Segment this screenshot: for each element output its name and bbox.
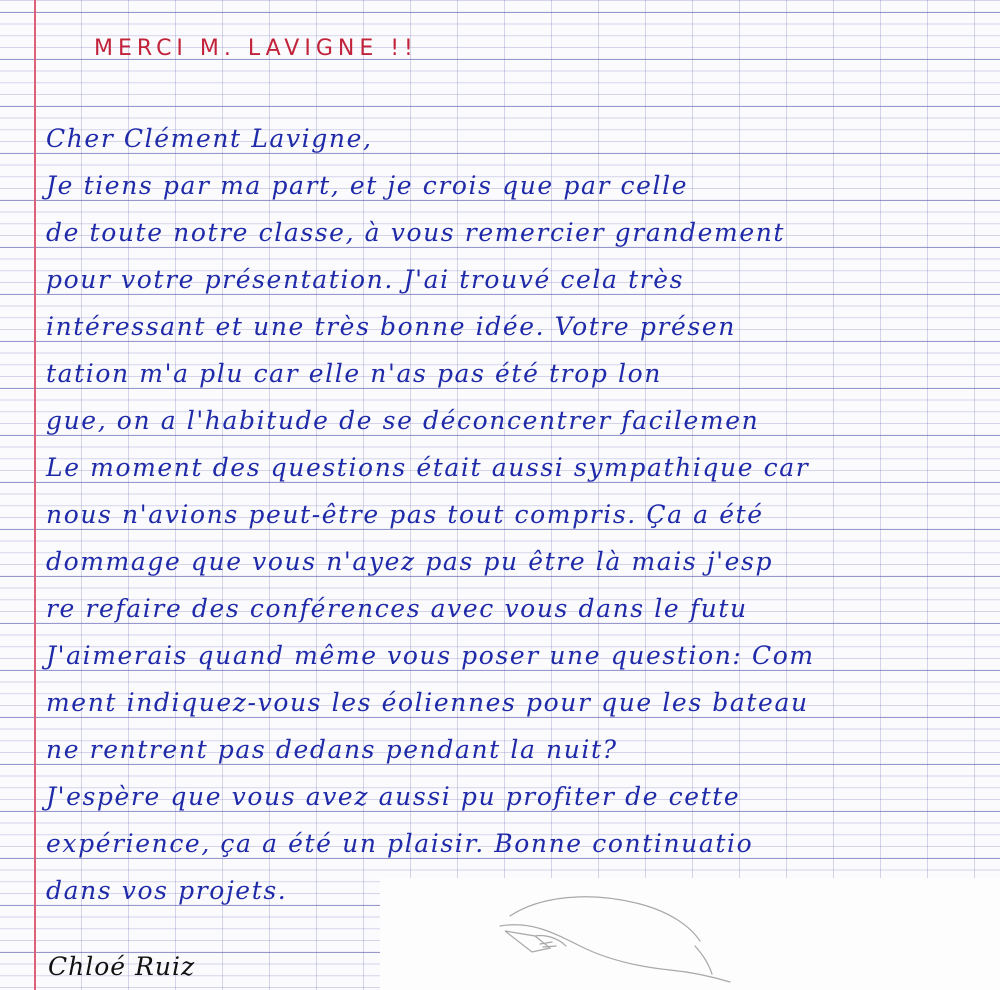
letter-line: gue, on a l'habitude de se déconcentrer facilemen [46,406,760,435]
letter-line: pour votre présentation. J'ai trouvé cela très [46,265,685,294]
letter-line: Je tiens par ma part, et je crois que par celle [46,171,689,200]
letter-line: ment indiquez-vous les éoliennes pour que les bateau [46,688,809,717]
letter-signature: Chloé Ruiz [48,952,196,981]
letter-salutation: Cher Clément Lavigne, [46,124,373,153]
letter-line: de toute notre classe, à vous remercier grandement [46,218,786,247]
letter-line: dommage que vous n'ayez pas pu être là mais j'esp [46,547,774,576]
pencil-sketch-drawing [440,886,760,986]
letter-line: J'aimerais quand même vous poser une question: Com [46,641,815,670]
letter-line: ne rentrent pas dedans pendant la nuit? [46,735,618,764]
letter-line: nous n'avions peut-être pas tout compris. Ça a été [46,500,764,529]
letter-line: expérience, ça a été un plaisir. Bonne continuatio [46,829,754,858]
letter-line: dans vos projets. [46,876,288,905]
letter-line: Le moment des questions était aussi sympathique car [46,453,810,482]
letter-line: re refaire des conférences avec vous dans le futu [46,594,748,623]
letter-line: intéressant et une très bonne idée. Votre présen [46,312,736,341]
letter-line: tation m'a plu car elle n'as pas été trop lon [46,359,662,388]
letter-title: MERCI M. LAVIGNE !! [94,36,418,61]
letter-line: J'espère que vous avez aussi pu profiter de cette [46,782,741,811]
